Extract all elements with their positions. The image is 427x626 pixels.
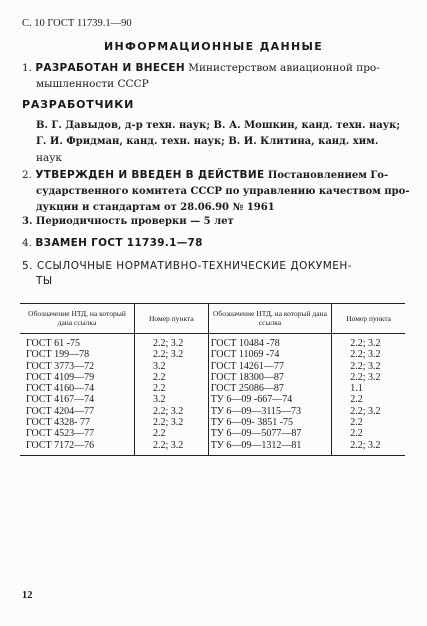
table-cell: ГОСТ 4204—77 bbox=[26, 405, 95, 417]
table-cell: ГОСТ 61 -75 bbox=[26, 338, 80, 349]
section-2-text-3: дукции и стандартам от 28.06.90 № 1961 bbox=[36, 202, 275, 213]
table-cell: ТУ 6—09—1312—81 bbox=[208, 440, 331, 456]
table-cell: ГОСТ 4160—74 bbox=[26, 383, 95, 395]
table-row bbox=[20, 349, 405, 360]
table-cell: ГОСТ 10484 -78 bbox=[208, 334, 331, 350]
table-row bbox=[20, 417, 405, 428]
table-cell: ГОСТ 18300—87 bbox=[208, 372, 331, 383]
col-header-clause-right: Номер пункта bbox=[332, 304, 405, 334]
table-cell: 3.2 bbox=[134, 361, 208, 372]
table-cell: 2.2; 3.2 bbox=[332, 349, 405, 360]
section-5-heading-2: ТЫ bbox=[36, 275, 53, 287]
col-header-doc-left: Обозначение НТД, на который дана ссылка bbox=[20, 304, 134, 334]
table-cell: 2.2; 3.2 bbox=[332, 406, 405, 417]
section-1-num: 1. bbox=[22, 62, 33, 74]
references-table bbox=[20, 303, 405, 456]
section-4-text: ВЗАМЕН ГОСТ 11739.1—78 bbox=[35, 237, 203, 249]
section-1-heading: РАЗРАБОТАН И ВНЕСЕН bbox=[35, 62, 185, 74]
table-cell: ГОСТ 4328- 77 bbox=[26, 417, 90, 429]
table-cell: 2.2; 3.2 bbox=[134, 349, 208, 360]
table-cell: 2.2; 3.2 bbox=[134, 334, 208, 350]
section-5-num: 5. bbox=[22, 260, 34, 272]
col-header-clause-left: Номер пункта bbox=[134, 304, 208, 334]
table-cell: 2.2; 3.2 bbox=[134, 406, 208, 417]
section-4-num: 4. bbox=[22, 237, 33, 249]
table-row bbox=[20, 334, 405, 350]
section-1 bbox=[22, 60, 407, 92]
table-cell: ГОСТ 4167—74 bbox=[26, 394, 95, 406]
table-row bbox=[20, 406, 405, 417]
table-cell: 2.2; 3.2 bbox=[332, 334, 405, 350]
section-1-text-2: мышленности СССР bbox=[36, 78, 149, 90]
table-cell: 2.2 bbox=[332, 428, 405, 439]
table-cell: ГОСТ 3773—72 bbox=[26, 360, 95, 372]
table-cell: 2.2; 3.2 bbox=[332, 372, 405, 383]
table-cell: ГОСТ 7172—76 bbox=[20, 440, 134, 456]
developers-heading: РАЗРАБОТЧИКИ bbox=[22, 98, 135, 111]
table-cell: 2.2; 3.2 bbox=[332, 440, 405, 456]
table-cell: ГОСТ 199—78 bbox=[26, 349, 90, 361]
section-2-text-1: Постановлением Го- bbox=[264, 170, 389, 181]
section-2 bbox=[22, 167, 412, 216]
table-cell: ТУ 6—09—3115—73 bbox=[208, 406, 331, 417]
table-cell: ГОСТ 11069 -74 bbox=[208, 349, 331, 360]
section-3: 3. Периодичность проверки — 5 лет bbox=[22, 216, 234, 227]
section-2-text-2: сударственного комитета СССР по управлению качеством про- bbox=[36, 186, 410, 197]
table-header-row bbox=[20, 304, 405, 334]
section-2-num: 2. bbox=[22, 169, 33, 181]
table-cell: ТУ 6—09—5077—87 bbox=[208, 428, 331, 439]
table-row bbox=[20, 361, 405, 372]
page-title: ИНФОРМАЦИОННЫЕ ДАННЫЕ bbox=[103, 40, 324, 53]
section-5-heading-1: ССЫЛОЧНЫЕ НОРМАТИВНО-ТЕХНИЧЕСКИЕ ДОКУМЕН- bbox=[36, 260, 353, 272]
table-row bbox=[20, 428, 405, 439]
table-row bbox=[20, 383, 405, 394]
developers-line-1: В. Г. Давыдов, д-р техн. наук; В. А. Мошкин, канд. техн. наук; bbox=[36, 120, 401, 131]
table-cell: ТУ 6—09 -667—74 bbox=[208, 394, 331, 405]
developers-list bbox=[36, 118, 408, 166]
table-cell: 2.2 bbox=[134, 428, 208, 439]
developers-line-2: Г. И. Фридман, канд. техн. наук; В. И. Клитина, канд. хим. bbox=[36, 136, 379, 147]
table-cell: 2.2 bbox=[332, 417, 405, 428]
table-cell: 2.2 bbox=[134, 383, 208, 394]
developers-line-3: наук bbox=[36, 152, 62, 164]
table-cell: 2.2; 3.2 bbox=[332, 361, 405, 372]
table-cell: ГОСТ 4523—77 bbox=[26, 428, 95, 440]
table-row bbox=[20, 372, 405, 383]
table-cell: ТУ 6—09- 3851 -75 bbox=[208, 417, 331, 428]
section-1-text-1: Министерством авиационной про- bbox=[184, 62, 380, 74]
col-header-doc-right: Обозначение НТД, на который дана ссылка bbox=[208, 304, 331, 334]
section-2-heading: УТВЕРЖДЕН И ВВЕДЕН В ДЕЙСТВИЕ bbox=[35, 169, 265, 181]
table-row bbox=[20, 440, 405, 456]
table-cell: 2.2; 3.2 bbox=[134, 440, 208, 456]
table-cell: ГОСТ 4109—79 bbox=[26, 371, 95, 383]
table-row bbox=[20, 394, 405, 405]
table-cell: 2.2 bbox=[134, 372, 208, 383]
table-cell: 3.2 bbox=[134, 394, 208, 405]
table-cell: 2.2 bbox=[332, 394, 405, 405]
table-cell: ГОСТ 25086—87 bbox=[208, 383, 331, 394]
page-header: С. 10 ГОСТ 11739.1—90 bbox=[22, 18, 132, 29]
section-4 bbox=[22, 235, 203, 251]
page-number: 12 bbox=[22, 590, 33, 601]
table-cell: 2.2; 3.2 bbox=[134, 417, 208, 428]
table-cell: 1.1 bbox=[332, 383, 405, 394]
table-cell: ГОСТ 14261—77 bbox=[208, 361, 331, 372]
section-5 bbox=[22, 259, 417, 289]
